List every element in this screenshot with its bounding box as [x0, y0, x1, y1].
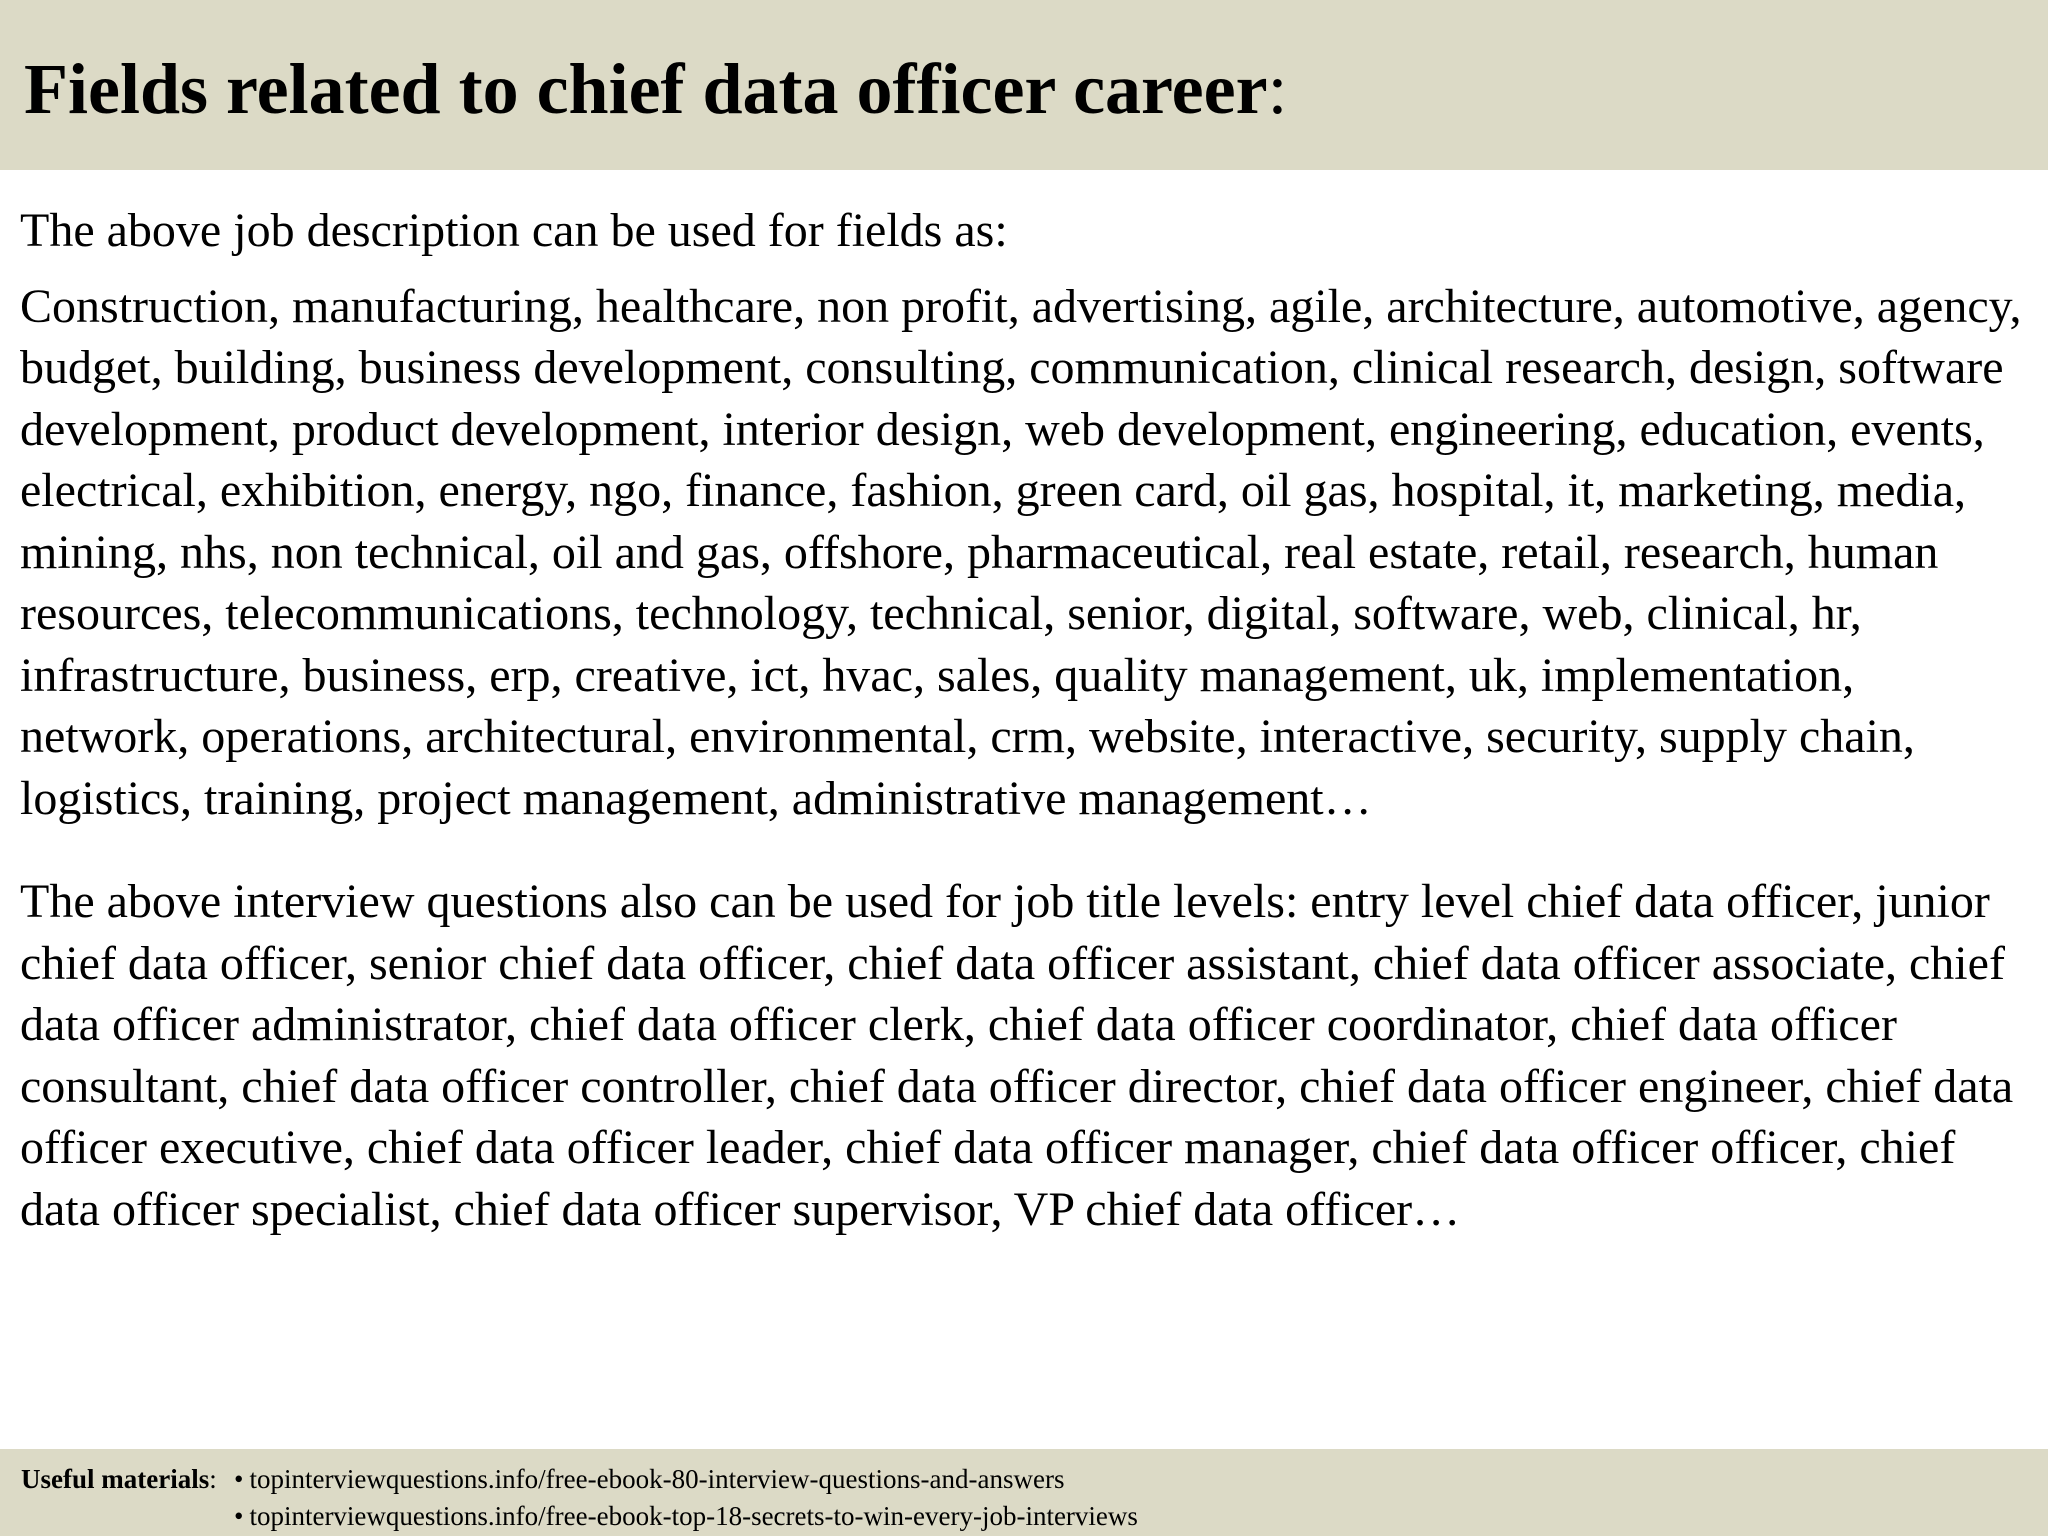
fields-paragraph: Construction, manufacturing, healthcare, non profit, advertising, agile, architecture, automotive, agency, budget, building, business development, consulting, communication, clinical research, design, software development, product development, interior design, web development, engineering, education, events, electrical, exhibition, energy, ngo, finance, fashion, green card, oil gas, hospital, it, marketing, media, mining, nhs, non technical, oil and gas, offshore, pharmaceutical, real estate, retail, research, human resources, telecommunications, technology, technical, senior, digital, software, web, clinical, hr, infrastructure, business, erp, creative, ict, hvac, sales, quality management, uk, implementation, network, operations, architectural, environmental, crm, website, interactive, security, supply chain, logistics, training, project management, administrative management… [20, 279, 2022, 825]
link-text: topinterviewquestions.info/free-ebook-80-interview-questions-and-answers [249, 1464, 1065, 1494]
bullet-icon: • [234, 1464, 244, 1494]
useful-materials-list [234, 1461, 1138, 1535]
job-levels-paragraph: The above interview questions also can be used for job title levels: entry level chief data officer, junior chief data officer, senior chief data officer, chief data officer assistant, chief data officer associate, chief data officer administrator, chief data officer clerk, chief data officer coordinator, chief data officer consultant, chief data officer controller, chief data officer director, chief data officer engineer, chief data officer executive, chief data officer leader, chief data officer manager, chief data officer officer, chief data officer specialist, chief data officer supervisor, VP chief data officer… [20, 875, 2014, 1236]
title-band [0, 0, 2048, 170]
useful-materials-link-ebook-18[interactable] [234, 1498, 1138, 1535]
page-title [24, 44, 1288, 134]
page-title-text: Fields related to chief data officer career [24, 49, 1268, 129]
link-text: topinterviewquestions.info/free-ebook-top-18-secrets-to-win-every-job-interviews [249, 1501, 1138, 1531]
main-content [20, 200, 2028, 1240]
footer-band [0, 1449, 2048, 1536]
useful-materials-link-ebook-80[interactable] [234, 1461, 1138, 1498]
bullet-icon: • [234, 1501, 244, 1531]
useful-materials-label [21, 1461, 217, 1498]
useful-materials-label-text: Useful materials [21, 1464, 210, 1494]
useful-materials-label-colon: : [209, 1464, 217, 1494]
intro-paragraph: The above job description can be used for fields as: [20, 204, 1008, 257]
page-title-colon: : [1267, 49, 1288, 129]
